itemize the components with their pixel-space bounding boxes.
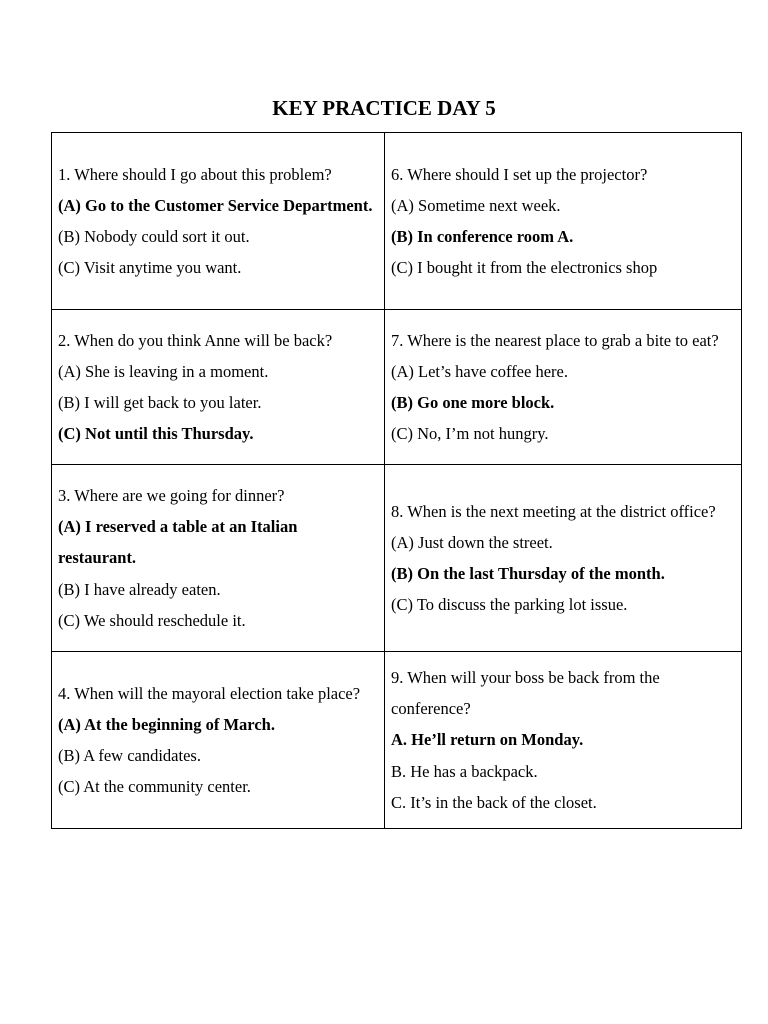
option-c: (C) Visit anytime you want. bbox=[58, 258, 242, 278]
question-text: 7. Where is the nearest place to grab a bite to eat? bbox=[391, 330, 719, 350]
option-c: (C) We should reschedule it. bbox=[58, 610, 246, 630]
option-a: (A) At the beginning of March. bbox=[58, 714, 275, 734]
table-row bbox=[52, 310, 742, 465]
option-a: (A) Go to the Customer Service Department. bbox=[58, 195, 373, 215]
option-b: B. He has a backpack. bbox=[391, 761, 538, 781]
option-b: (B) I have already eaten. bbox=[58, 579, 221, 599]
option-c: C. It’s in the back of the closet. bbox=[391, 792, 597, 812]
option-a: (A) I reserved a table at an Italian restaurant. bbox=[58, 517, 298, 568]
option-a: (A) Sometime next week. bbox=[391, 195, 561, 215]
option-b: (B) On the last Thursday of the month. bbox=[391, 564, 665, 583]
table-row bbox=[52, 133, 742, 310]
question-cell bbox=[385, 465, 742, 652]
question-cell bbox=[52, 310, 385, 465]
question-cell bbox=[52, 133, 385, 310]
option-c: (C) No, I’m not hungry. bbox=[391, 424, 549, 444]
option-c: (C) At the community center. bbox=[58, 777, 251, 797]
question-cell bbox=[52, 465, 385, 652]
question-text: 6. Where should I set up the projector? bbox=[391, 164, 648, 184]
option-c: (C) Not until this Thursday. bbox=[58, 424, 254, 444]
option-a: (A) Let’s have coffee here. bbox=[391, 361, 568, 381]
question-cell bbox=[385, 652, 742, 829]
option-b: (B) In conference room A. bbox=[391, 227, 574, 246]
option-b: (B) I will get back to you later. bbox=[58, 393, 262, 412]
question-text: 4. When will the mayoral election take place? bbox=[58, 683, 361, 703]
option-c: (C) To discuss the parking lot issue. bbox=[391, 595, 628, 615]
option-b: (B) Go one more block. bbox=[391, 393, 555, 412]
option-a: (A) Just down the street. bbox=[391, 532, 553, 552]
option-c: (C) I bought it from the electronics shop bbox=[391, 258, 658, 278]
option-b: (B) Nobody could sort it out. bbox=[58, 227, 250, 246]
question-cell bbox=[52, 652, 385, 829]
question-text: 2. When do you think Anne will be back? bbox=[58, 330, 333, 350]
question-text: 3. Where are we going for dinner? bbox=[58, 485, 285, 505]
page-title: KEY PRACTICE DAY 5 bbox=[272, 96, 496, 120]
option-a: A. He’ll return on Monday. bbox=[391, 730, 584, 750]
question-text: 1. Where should I go about this problem? bbox=[58, 164, 332, 184]
table-row bbox=[52, 465, 742, 652]
option-b: (B) A few candidates. bbox=[58, 746, 201, 765]
question-cell bbox=[385, 133, 742, 310]
question-cell bbox=[385, 310, 742, 465]
answer-key-table bbox=[51, 132, 742, 829]
question-text: 8. When is the next meeting at the district office? bbox=[391, 501, 716, 521]
question-text: 9. When will your boss be back from the conference? bbox=[391, 667, 660, 719]
option-a: (A) She is leaving in a moment. bbox=[58, 361, 269, 381]
table-row bbox=[52, 652, 742, 829]
